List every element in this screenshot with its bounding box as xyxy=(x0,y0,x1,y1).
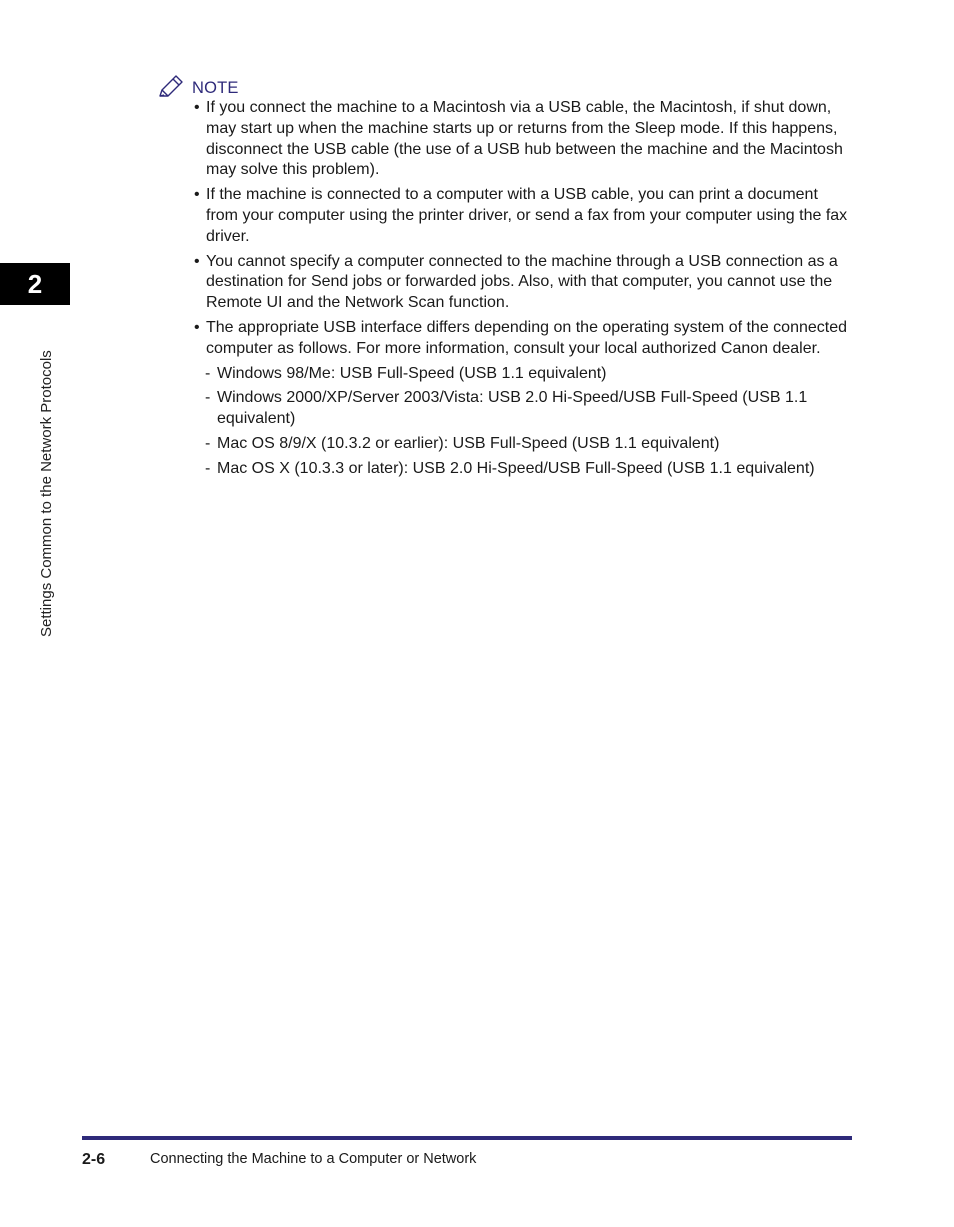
note-bullet-item xyxy=(194,318,854,360)
note-sub-item xyxy=(194,434,854,455)
dash-marker: - xyxy=(205,364,211,382)
note-sub-item xyxy=(194,388,854,430)
note-bullet-item xyxy=(194,185,854,247)
chapter-tab: 2 xyxy=(0,263,70,305)
note-bullet-item xyxy=(194,98,854,181)
note-sub-item xyxy=(194,364,854,385)
note-bullet-text: The appropriate USB interface differs depending on the operating system of the connected computer as follows. For more information, consult your local authorized Canon dealer. xyxy=(206,318,847,357)
dash-marker: - xyxy=(205,389,211,407)
note-label: NOTE xyxy=(192,79,239,97)
note-list xyxy=(194,98,854,484)
note-sub-text: Mac OS 8/9/X (10.3.2 or earlier): USB Full-Speed (USB 1.1 equivalent) xyxy=(217,434,720,452)
bullet-dot-icon: • xyxy=(194,186,200,204)
footer-title: Connecting the Machine to a Computer or Network xyxy=(150,1151,477,1167)
bullet-dot-icon: • xyxy=(194,252,200,270)
note-bullet-item xyxy=(194,252,854,314)
bullet-dot-icon: • xyxy=(194,318,200,336)
footer-rule xyxy=(82,1136,852,1140)
bullet-dot-icon: • xyxy=(194,99,200,116)
note-sub-text: Windows 98/Me: USB Full-Speed (USB 1.1 equivalent) xyxy=(217,364,607,382)
note-sub-text: Mac OS X (10.3.3 or later): USB 2.0 Hi-Speed/USB Full-Speed (USB 1.1 equivalent) xyxy=(217,459,815,477)
note-sub-item xyxy=(194,459,854,480)
pencil-icon xyxy=(157,74,185,103)
dash-marker: - xyxy=(205,434,211,452)
note-bullet-text: You cannot specify a computer connected to the machine through a USB connection as a destination for Send jobs or forwarded jobs. Also, with that computer, you cannot use the Remote UI and the Network Scan function. xyxy=(206,252,838,312)
chapter-side-title: Settings Common to the Network Protocols xyxy=(38,350,55,637)
note-sub-text: Windows 2000/XP/Server 2003/Vista: USB 2.0 Hi-Speed/USB Full-Speed (USB 1.1 equivalent) xyxy=(217,389,808,428)
dash-marker: - xyxy=(205,459,211,477)
page-number: 2-6 xyxy=(82,1151,106,1168)
note-bullet-text: If the machine is connected to a computer with a USB cable, you can print a document from your computer using the printer driver, or send a fax from your computer using the fax driver. xyxy=(206,186,848,245)
note-bullet-text: If you connect the machine to a Macintosh via a USB cable, the Macintosh, if shut down, may start up when the machine starts up or returns from the Sleep mode. If this happens, disconnect the USB cable (the use of a USB hub between the machine and the Macintosh may solve this problem). xyxy=(206,99,843,179)
